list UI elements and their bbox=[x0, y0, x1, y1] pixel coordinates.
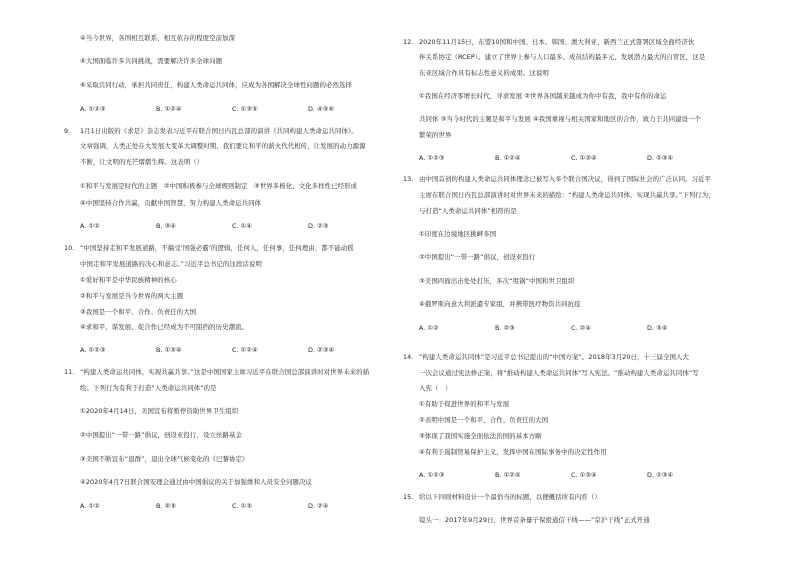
q13-statement-2: ②中国提出“一带一路”倡议，创设亚投行 bbox=[419, 253, 536, 261]
q13-statement-3: ③美国四面出击处处打压，多次“甩锅”中国和世卫组织 bbox=[419, 277, 575, 285]
q8-options bbox=[80, 105, 380, 113]
q8-statement-4: ④当今世界，各国相互联系、相互依存的程度空前加深 bbox=[80, 34, 236, 42]
q14-stem-line-1: “构建人类命运共同体”是习近平总书记提出的“中国方案”。2018年3月20日，十三届全国人大 bbox=[419, 353, 689, 361]
q14-statement-3: ③体现了我国实施全面依法治国的基本方略 bbox=[419, 432, 542, 440]
q14-number: 14. bbox=[403, 353, 414, 361]
q8-option-d[interactable]: D. ④⑤⑥ bbox=[308, 105, 335, 113]
q14-options bbox=[419, 471, 719, 479]
q10-number: 10. bbox=[64, 244, 75, 252]
q13-option-d[interactable]: D. ③④ bbox=[647, 324, 668, 332]
q11-option-d[interactable]: D. ②④ bbox=[308, 502, 329, 510]
q9-number: 9. bbox=[64, 127, 71, 135]
q14-statement-4: ④有利于遏制贸易保护主义，发挥中国在国际事务中的决定性作用 bbox=[419, 448, 607, 456]
q11-statement-2: ②中国提出“一带一路”倡议，创设亚投行，设立丝路基金 bbox=[80, 431, 242, 439]
q10-stem-line-2: 中国走和平发展道路的决心和意志。”习近平总书记的这段话说明 bbox=[80, 260, 262, 268]
q13-number: 13. bbox=[403, 175, 414, 183]
q12-stem-line-2: 伴关系协定（RCEP）。建立了世界上参与人口最多、成员结构最多元、发展潜力最大的自贸区，这是 bbox=[419, 53, 706, 61]
q12-option-b[interactable]: B. ①②④ bbox=[495, 154, 521, 162]
q14-option-d[interactable]: D. ②③④ bbox=[647, 471, 674, 479]
q14-stem-line-2: 一次会议通过宪法修正案，将“推动构建人类命运共同体”写入宪法。“推动构建人类命运共同体”写 bbox=[419, 369, 699, 377]
q13-options bbox=[419, 324, 719, 332]
q9-options bbox=[80, 222, 380, 230]
q8-option-b[interactable]: B. ①②④ bbox=[156, 105, 182, 113]
q10-option-c[interactable]: C. ①②④ bbox=[232, 346, 258, 354]
q9-stem-line-2: 文章强调，人类正处在大发展大变革大调整时期，我们要让和平的薪火代代相传，让发展的动力源源 bbox=[80, 142, 366, 150]
q10-statement-2: ②和平与发展是当今世界的两大主题 bbox=[80, 292, 184, 300]
q12-option-d[interactable]: D. ②③④ bbox=[647, 154, 674, 162]
q9-statement-1-3: ①和平与发展是时代的主题 ②中国积极参与全球规则制定 ③世界多极化、文化多样性已经形成 bbox=[80, 182, 358, 190]
q10-statement-1: ①爱好和平是中华民族精神的核心 bbox=[80, 276, 177, 284]
q12-stem-line-3: 东亚区域合作具有标志性意义的成果。这说明 bbox=[419, 69, 549, 77]
q11-option-c[interactable]: C. ①③ bbox=[232, 502, 252, 510]
q13-statement-4: ④俄罗斯向意大利派遣专家组，并携带医疗物资共同抗疫 bbox=[419, 300, 581, 308]
q12-statements-line-1: ①我国在经济零增长时代，寻求发展 ②世界各国越来越成为你中有我，我中有你的命运 bbox=[419, 92, 667, 100]
q9-option-c[interactable]: C. ①④ bbox=[232, 222, 252, 230]
q12-option-c[interactable]: C. ①③④ bbox=[571, 154, 597, 162]
q8-statement-6: ⑥采取共同行动，承担共同责任，构建人类命运共同体，应成为各国解决全球性问题的必然选择 bbox=[80, 81, 352, 89]
q10-statement-4: ④求和平、谋发展、促合作已经成为不可阻挡的历史潮流。 bbox=[80, 323, 249, 331]
q15-number: 15. bbox=[403, 493, 414, 501]
q9-stem-line-1: 1月1日出版的《求是》杂志发表习近平在联合国日内瓦总部的演讲《共同构建人类命运共同体》。 bbox=[80, 127, 358, 135]
q10-option-d[interactable]: D. ②③④ bbox=[308, 346, 335, 354]
q12-statements-line-2: 共同体 ③当今时代的主题是和平与发展 ④我国重视与相关国家和地区的合作，致力于共同建设一个 bbox=[419, 115, 702, 123]
q11-statement-4: ④2020年4月7日联合国安理会通过由中国倡议的关于加强维和人员安全问题决议 bbox=[80, 478, 313, 486]
q14-option-c[interactable]: C. ①③④ bbox=[571, 471, 597, 479]
q13-stem-line-2: 主席在联合国日内瓦总部演讲时对世界未来的描绘：“构建人类命运共同体，实现共赢共享。”下列行为， bbox=[419, 191, 715, 199]
q15-stem-line-1: 给以下四则材料设计一个最恰当的标题，以便概括所有内容（） bbox=[419, 493, 601, 501]
q14-stem-line-3: 入宪（ ） bbox=[419, 384, 452, 392]
q13-stem-line-1: 由中国首创的构建人类命运共同体理念已被写入多个联合国决议，得到了国际社会的广泛认同。习近平 bbox=[419, 175, 712, 183]
q13-stem-line-3: 与打造“人类命运共同体”相符的是 bbox=[419, 207, 517, 215]
q10-stem-line-1: “中国坚持走和平发展道路，不搞受‘国强必霸’的逻辑，任何人，任何事，任何理由，都不能动摇 bbox=[80, 244, 354, 252]
q15-material-1: 镜头一：2017年9月29日，世界首条量子保密通信干线——“京沪干线”正式开通 bbox=[419, 516, 650, 524]
q11-option-b[interactable]: B. ②③ bbox=[156, 502, 176, 510]
q10-options bbox=[80, 346, 380, 354]
q13-statement-1: ①印度在边境地区挑衅多国 bbox=[419, 230, 497, 238]
q10-option-b[interactable]: B. ①③④ bbox=[156, 346, 182, 354]
q12-stem-line-1: 2020年11月15日，东盟10国和中国、日本、韩国、澳大利亚、新西兰正式签署区域全面经济伙 bbox=[419, 38, 695, 46]
q12-statements-line-3: 繁荣的世界 bbox=[419, 131, 452, 139]
q13-option-a[interactable]: A. ①② bbox=[419, 324, 439, 332]
q9-statement-4: ④中国坚持合作共赢，贡献中国智慧，努力构建人类命运共同体 bbox=[80, 199, 262, 207]
q10-option-a[interactable]: A. ①②③ bbox=[80, 346, 106, 354]
q8-option-c[interactable]: C. ①③⑤ bbox=[232, 105, 258, 113]
q11-statement-1: ①2020年4月14日，美国宣布将暂停资助世界卫生组织 bbox=[80, 407, 239, 415]
q8-statement-5: ⑤大国面临许多共同挑战，需要解决许多全球问题 bbox=[80, 57, 223, 65]
q9-stem-line-3: 不断，让文明的光芒熠熠生辉。这表明（） bbox=[80, 158, 204, 166]
q11-options bbox=[80, 502, 380, 510]
q14-option-b[interactable]: B. ①②④ bbox=[495, 471, 521, 479]
q11-statement-3: ③美国不断宣布“退群”，退出全球气候变化的《巴黎协定》 bbox=[80, 455, 249, 463]
q11-stem-line-2: 绘。下列行为有利于打造“人类命运共同体”的是 bbox=[80, 384, 217, 392]
q8-option-a[interactable]: A. ①②③ bbox=[80, 105, 106, 113]
q11-option-a[interactable]: A. ①② bbox=[80, 502, 100, 510]
q14-statement-2: ②表明中国是一个和平、合作、负责任的大国 bbox=[419, 416, 549, 424]
q11-stem-line-1: “构建人类命运共同体，实现共赢共享。”这是中国国家主席习近平在联合国总部演讲时对世界未来的描 bbox=[80, 368, 370, 376]
q9-option-a[interactable]: A. ①② bbox=[80, 222, 100, 230]
q11-number: 11. bbox=[64, 368, 75, 376]
q9-option-b[interactable]: B. ③④ bbox=[156, 222, 176, 230]
q12-number: 12. bbox=[403, 38, 414, 46]
q12-option-a[interactable]: A. ①②③ bbox=[419, 154, 445, 162]
q10-statement-3: ③我国是一个和平、合作、负责任的大国 bbox=[80, 308, 197, 316]
q13-option-c[interactable]: C. ②④ bbox=[571, 324, 591, 332]
q14-statement-1: ①有助于促进世界的和平与发展 bbox=[419, 400, 510, 408]
q14-option-a[interactable]: A. ①②③ bbox=[419, 471, 445, 479]
q13-option-b[interactable]: B. ②③ bbox=[495, 324, 515, 332]
q9-option-d[interactable]: D. ②③ bbox=[308, 222, 329, 230]
q12-options bbox=[419, 154, 719, 162]
